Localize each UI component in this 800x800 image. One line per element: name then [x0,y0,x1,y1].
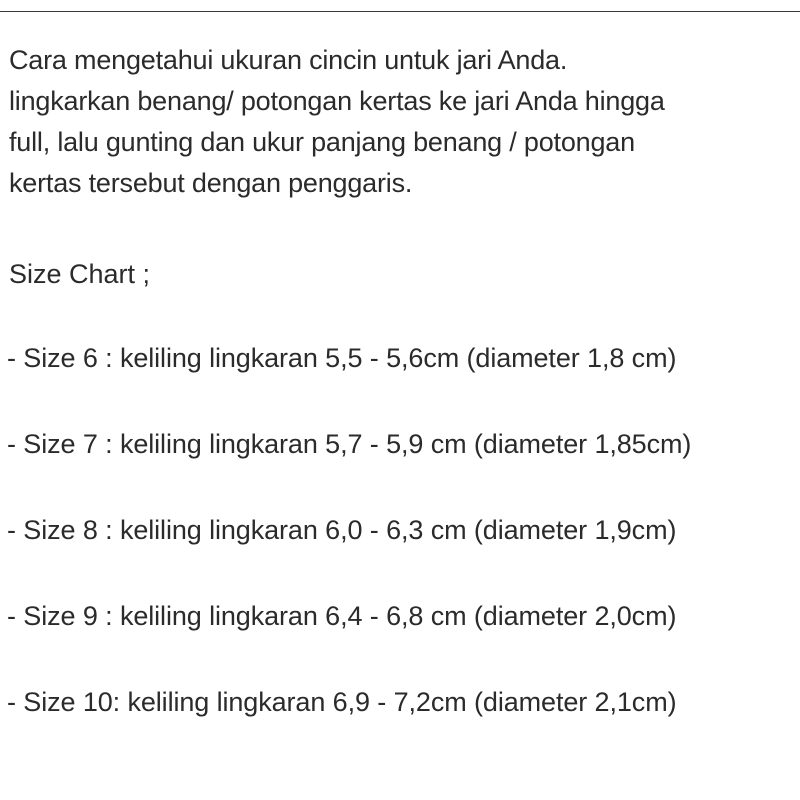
intro-line: kertas tersebut dengan penggaris. [9,168,413,198]
size-row-6: - Size 6 : keliling lingkaran 5,5 - 5,6cm (diameter 1,8 cm) [7,343,677,373]
size-row-10: - Size 10: keliling lingkaran 6,9 - 7,2cm (diameter 2,1cm) [7,687,677,717]
size-row-7: - Size 7 : keliling lingkaran 5,7 - 5,9 cm (diameter 1,85cm) [7,429,692,459]
intro-line: full, lalu gunting dan ukur panjang benang / potongan [9,127,635,157]
size-row-9: - Size 9 : keliling lingkaran 6,4 - 6,8 cm (diameter 2,0cm) [7,601,677,631]
intro-paragraph [9,40,789,204]
top-divider [0,0,800,12]
intro-line: Cara mengetahui ukuran cincin untuk jari Anda. [9,45,568,75]
intro-line: lingkarkan benang/ potongan kertas ke jari Anda hingga [9,86,665,116]
size-chart-heading: Size Chart ; [9,259,151,289]
size-row-8: - Size 8 : keliling lingkaran 6,0 - 6,3 cm (diameter 1,9cm) [7,515,677,545]
